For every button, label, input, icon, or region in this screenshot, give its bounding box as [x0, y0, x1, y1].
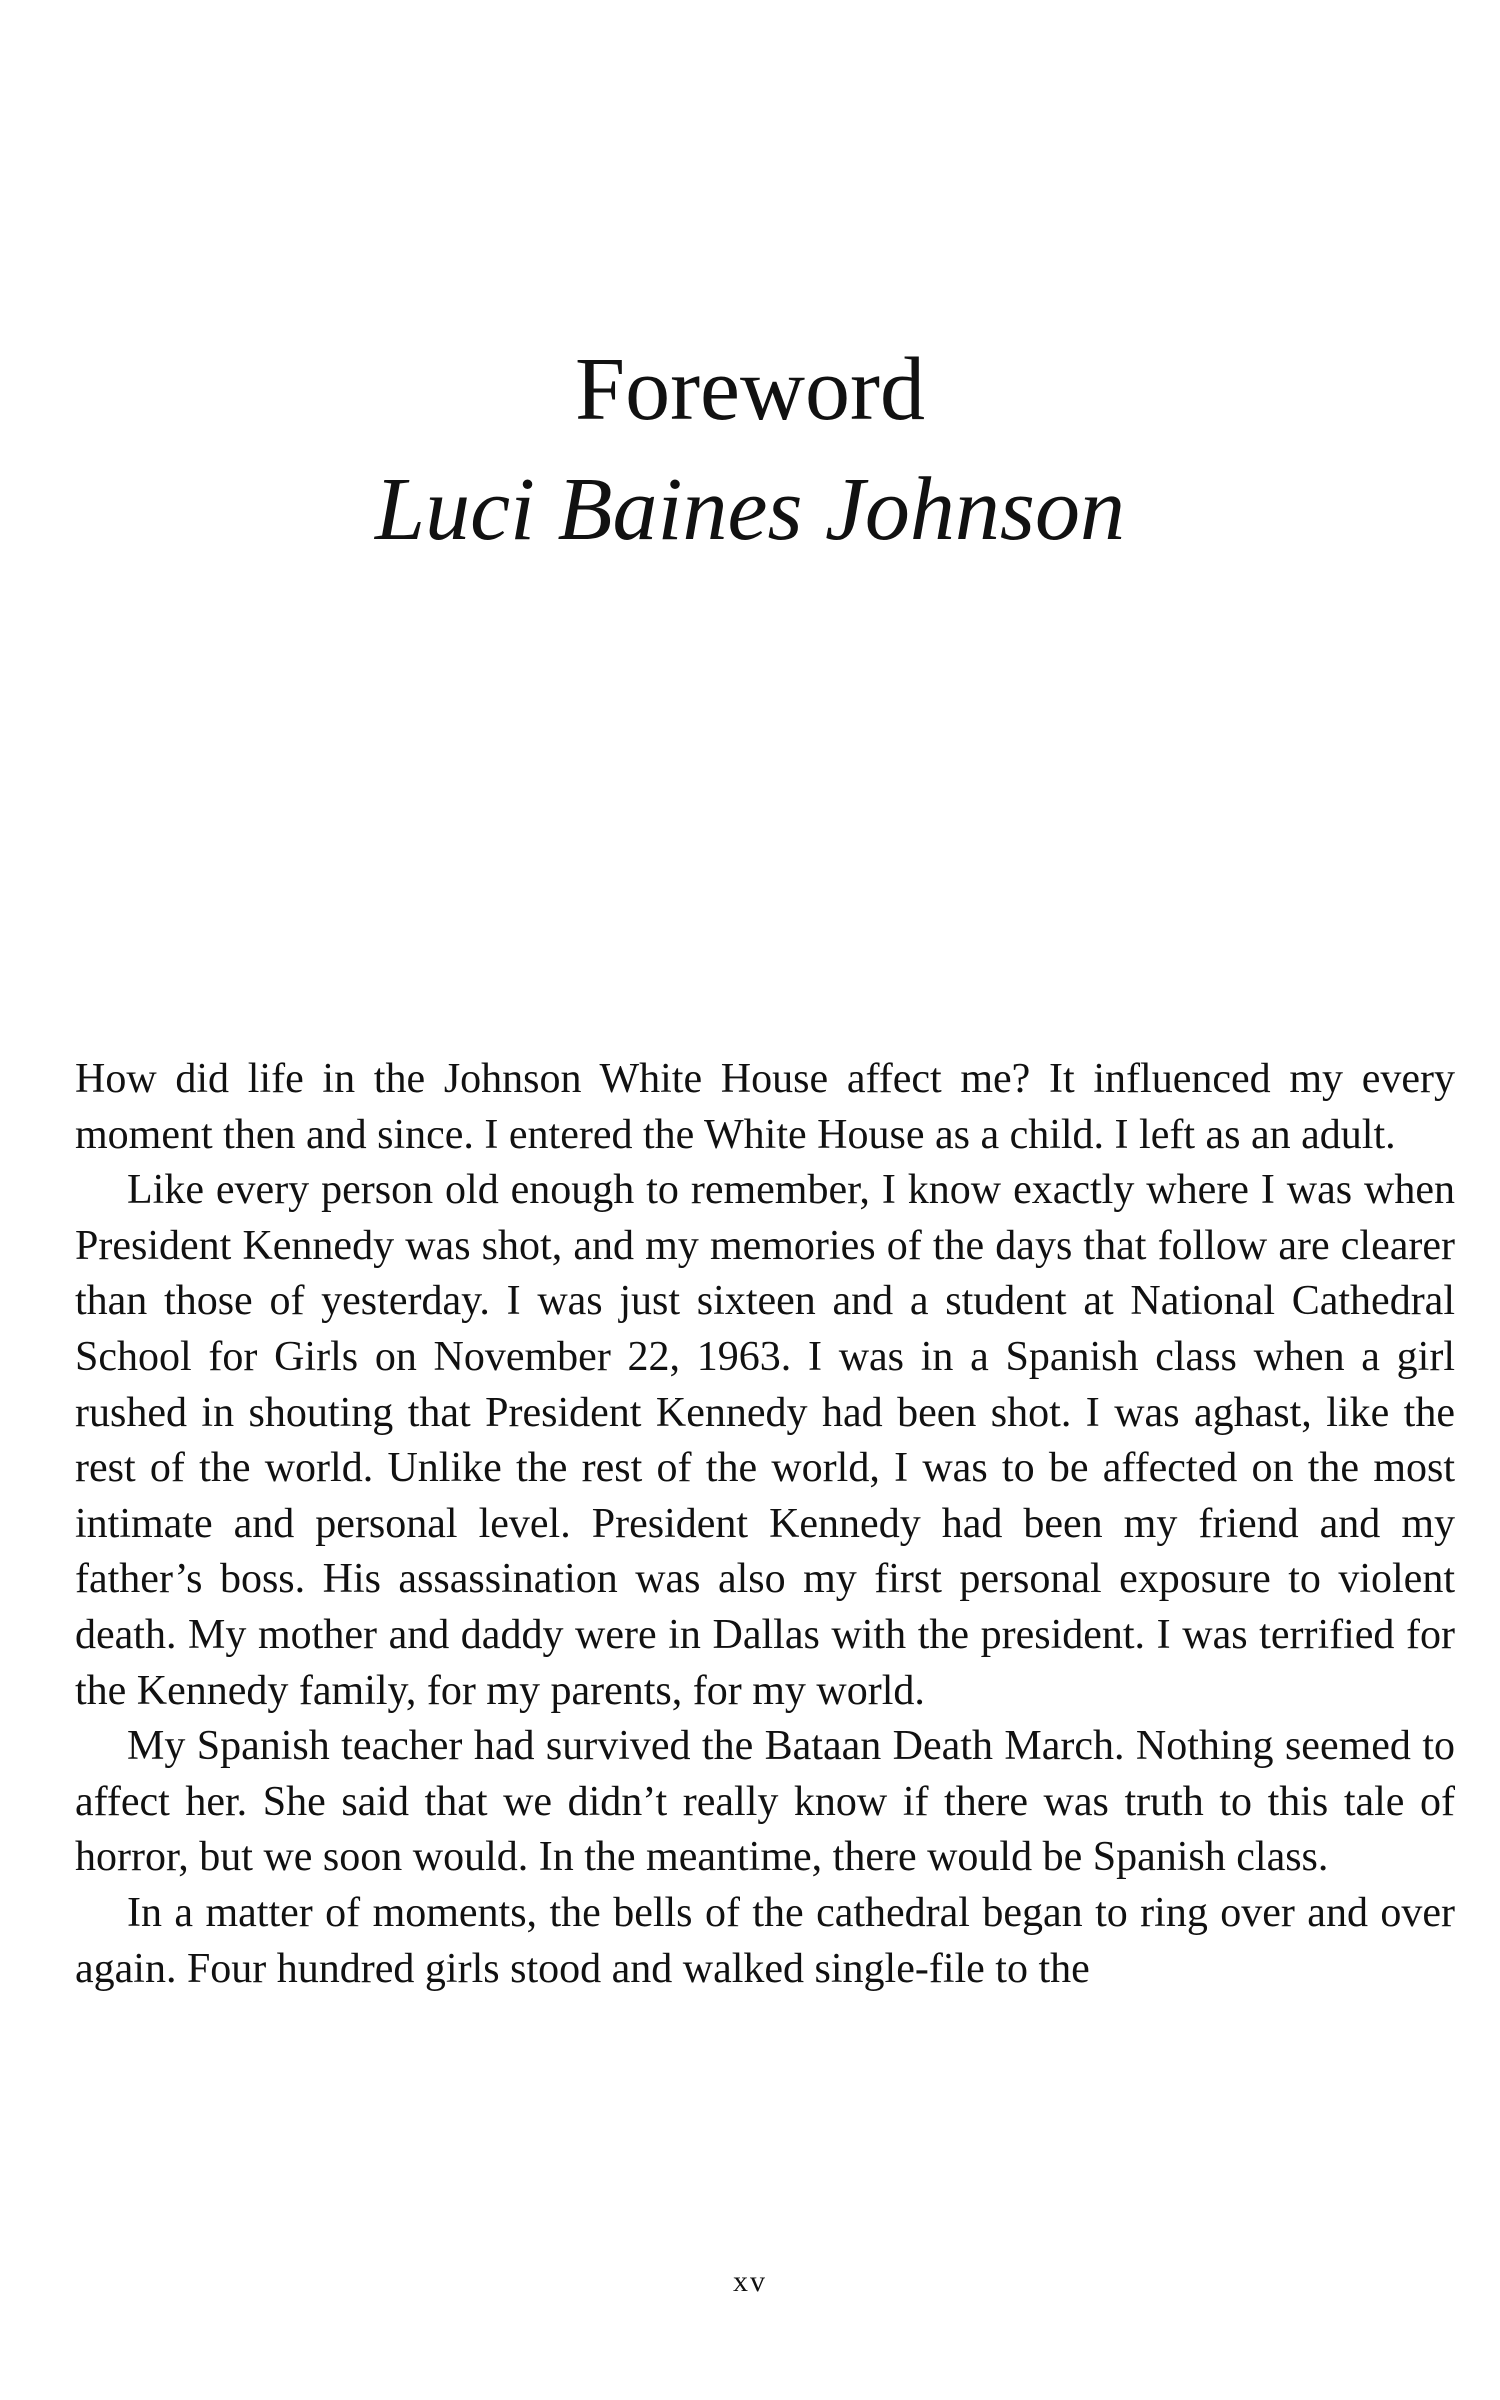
paragraph: Like every person old enough to remember, I know exactly where I was when President Kennedy was shot, and my memories of the days that follow are clearer than those of yesterday. I was just sixteen and a student at National Cathedral School for Girls on November 22, 1963. I was in a Spanish class when a girl rushed in shouting that President Kennedy had been shot. I was aghast, like the rest of the world. Unlike the rest of the world, I was to be affected on the most intimate and personal level. President Kennedy had been my friend and my father’s boss. His assassination was also my first personal exposure to violent death. My mother and daddy were in Dallas with the president. I was terrified for the Kennedy family, for my parents, for my world.: [75, 1167, 1455, 1714]
paragraph: How did life in the Johnson White House affect me? It influenced my every moment then and since. I entered the White House as a child. I left as an adult.: [75, 1056, 1455, 1158]
chapter-author: Luci Baines Johnson: [375, 460, 1125, 559]
chapter-title: Foreword: [575, 340, 925, 439]
page-number: xv: [733, 2265, 767, 2298]
body-text: [75, 1052, 1455, 1997]
chapter-heading: [0, 330, 1500, 570]
paragraph: In a matter of moments, the bells of the cathedral began to ring over and over again. Four hundred girls stood and walked single-file to the: [75, 1889, 1455, 1992]
paragraph: My Spanish teacher had survived the Bataan Death March. Nothing seemed to affect her. She said that we didn’t really know if there was truth to this tale of horror, but we soon would. In the meantime, there would be Spanish class.: [75, 1723, 1455, 1881]
